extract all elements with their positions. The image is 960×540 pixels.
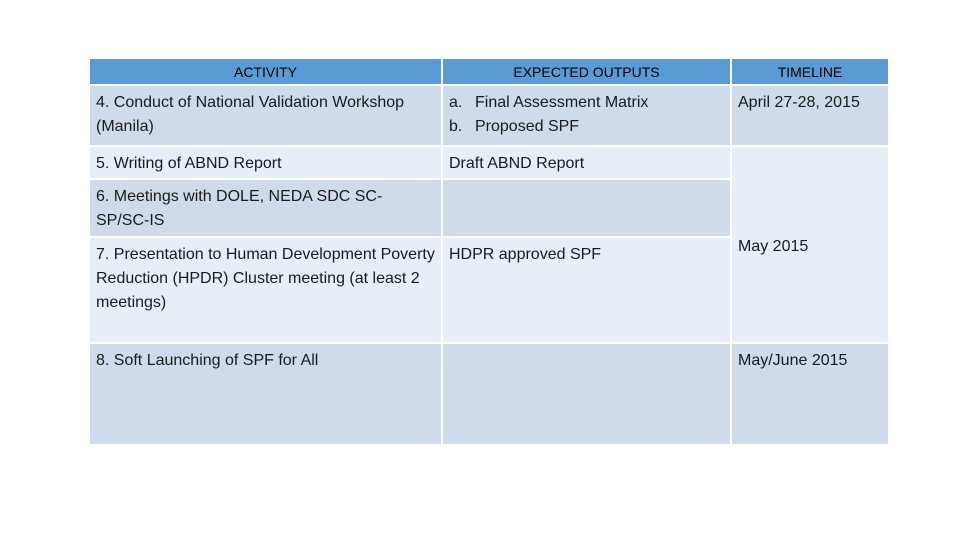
table-row (90, 147, 888, 178)
outputs-cell (443, 86, 730, 145)
list-marker: a. (449, 94, 463, 111)
timeline-cell: May/June 2015 (732, 344, 888, 444)
activity-timeline-table (88, 57, 890, 446)
outputs-cell (443, 180, 730, 236)
list-item (449, 91, 724, 115)
header-activity: ACTIVITY (90, 59, 441, 84)
list-item (449, 115, 724, 139)
list-marker: b. (449, 118, 463, 135)
timeline-cell-merged: May 2015 (732, 147, 888, 342)
activity-cell: 4. Conduct of National Validation Workshop (Manila) (90, 86, 441, 145)
outputs-list (449, 91, 724, 139)
activity-cell: 6. Meetings with DOLE, NEDA SDC SC-SP/SC-IS (90, 180, 441, 236)
header-row (90, 59, 888, 84)
table-row (90, 344, 888, 444)
list-text: Proposed SPF (475, 118, 580, 135)
outputs-cell: HDPR approved SPF (443, 238, 730, 342)
timeline-cell: April 27-28, 2015 (732, 86, 888, 145)
activity-cell: 7. Presentation to Human Development Poverty Reduction (HPDR) Cluster meeting (at least 2 meetings) (90, 238, 441, 342)
activity-cell: 5. Writing of ABND Report (90, 147, 441, 178)
outputs-cell (443, 344, 730, 444)
outputs-cell: Draft ABND Report (443, 147, 730, 178)
list-text: Final Assessment Matrix (475, 94, 649, 111)
activity-cell: 8. Soft Launching of SPF for All (90, 344, 441, 444)
table-row (90, 86, 888, 145)
header-expected-outputs: EXPECTED OUTPUTS (443, 59, 730, 84)
header-timeline: TIMELINE (732, 59, 888, 84)
